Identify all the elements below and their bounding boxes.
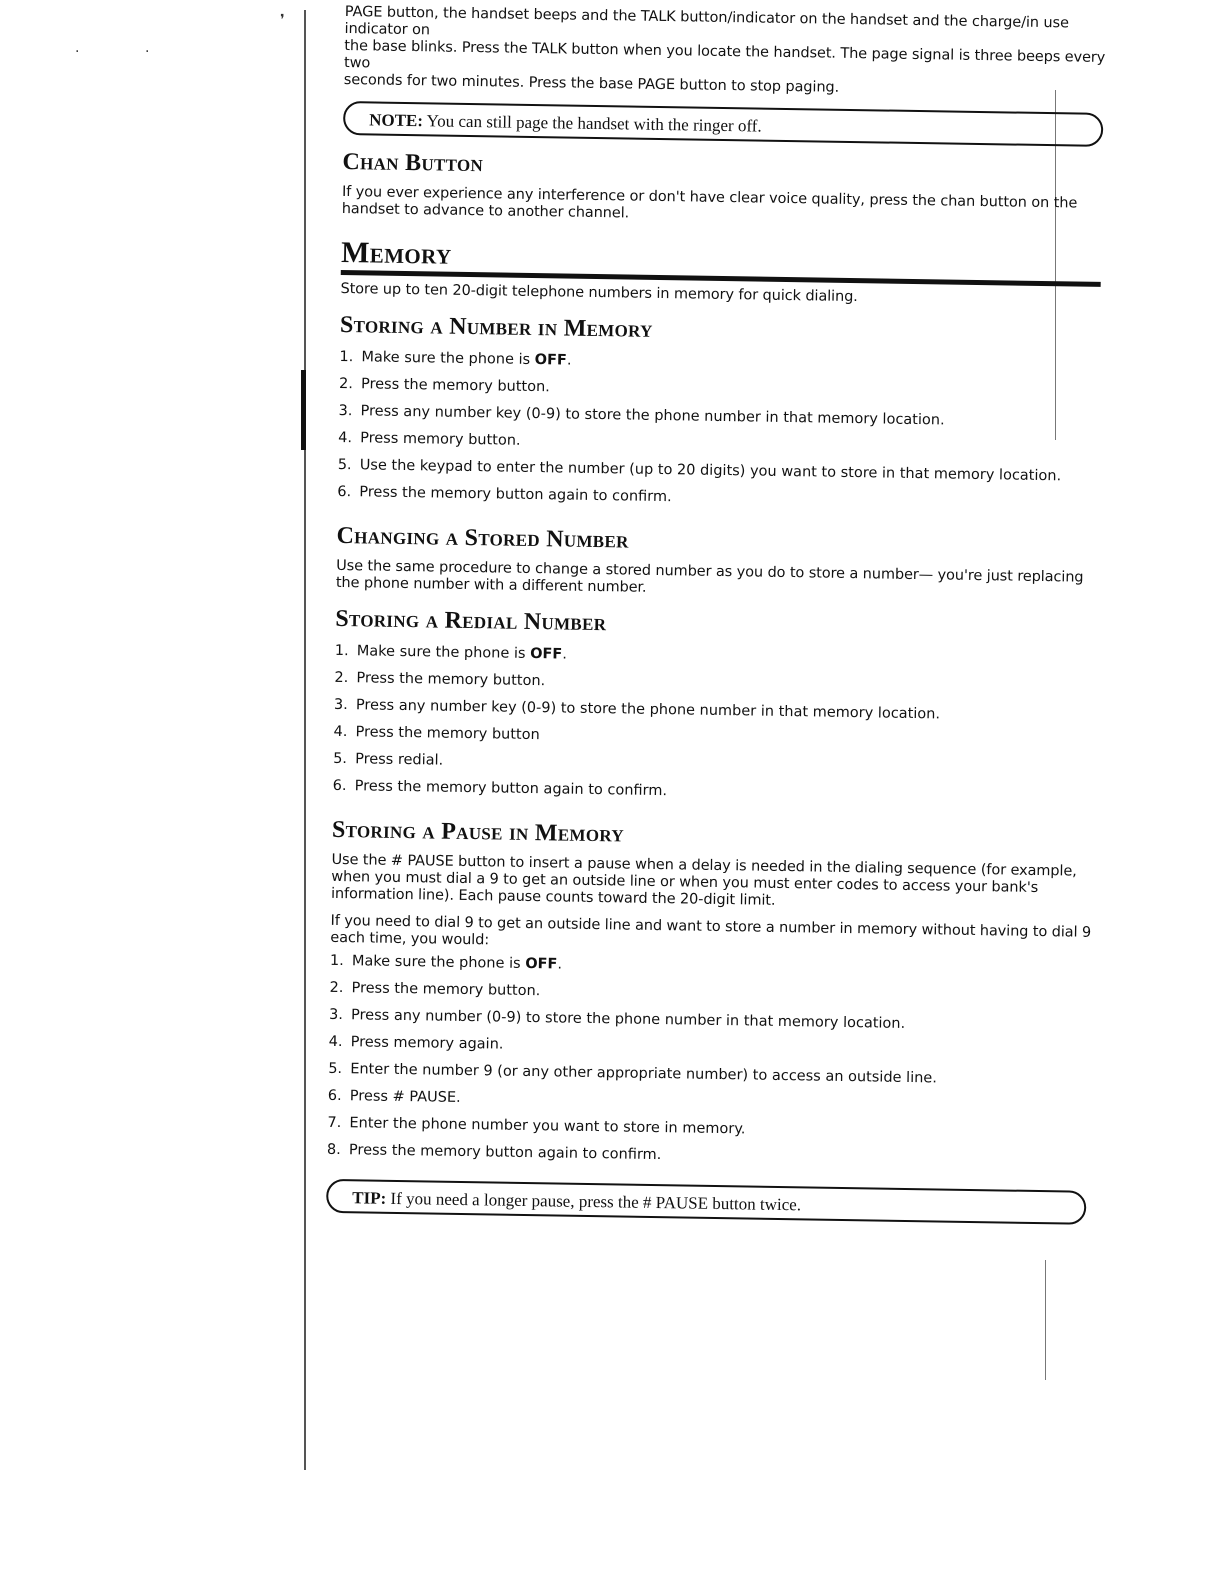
step-text: Enter the number 9 (or any other appropriate number) to access an outside line. <box>350 1061 938 1087</box>
step-text: Enter the phone number you want to store in memory. <box>349 1115 746 1138</box>
step-text: Press the memory button again to confirm. <box>354 778 668 800</box>
storing-number-steps <box>337 347 1109 521</box>
changing-number-body: Use the same procedure to change a stored number as you do to store a number— you're just replacing the phone number with a different number. <box>335 557 1084 596</box>
step-number: 3. <box>333 696 348 714</box>
step-number: 7. <box>327 1114 342 1132</box>
step-number: 5. <box>333 750 348 768</box>
step-number: 6. <box>327 1087 342 1105</box>
scan-margin-line <box>1045 1260 1046 1380</box>
step-number: 5. <box>337 456 352 474</box>
step-number: 8. <box>326 1141 341 1159</box>
step-number: 4. <box>333 723 348 741</box>
redial-number-heading: Storing a Redial Number <box>335 605 607 637</box>
pause-body-2: If you need to dial 9 to get an outside line and want to store a number in memory without having to dial 9 each time, you would: <box>330 912 1092 949</box>
tip-callout <box>326 1179 1086 1225</box>
scan-speck: ❜ <box>280 12 285 28</box>
step-text: Press the memory button again to confirm. <box>359 484 672 506</box>
memory-heading: Memory <box>340 235 452 271</box>
step-text: . <box>566 352 572 369</box>
intro-line: seconds for two minutes. Press the base PAGE button to stop paging. <box>343 71 840 96</box>
chan-button-body: If you ever experience any interference or don't have clear voice quality, press the chan button on the handset to advance to another channel. <box>341 183 1078 222</box>
step-text: . <box>562 646 567 663</box>
scan-speck: · <box>75 44 80 60</box>
step-bold: OFF <box>525 955 558 973</box>
step-text: Press # PAUSE. <box>349 1088 461 1106</box>
pause-body-1: Use the # PAUSE button to insert a pause when a delay is needed in the dialing sequence (for example, when you must dial a 9 to get an outside line or when you must enter codes to access your bank's information line). Each pause counts toward the 20-digit limit. <box>330 851 1077 909</box>
step-text: Make sure the phone is <box>361 349 535 369</box>
manual-page <box>326 4 1115 1225</box>
step-text: Press the memory button again to confirm. <box>348 1142 662 1164</box>
step-number: 2. <box>334 669 349 687</box>
step-text: Press redial. <box>355 751 444 769</box>
changing-number-heading: Changing a Stored Number <box>336 522 629 554</box>
note-label: NOTE: <box>369 110 424 131</box>
step-number: 1. <box>339 348 354 366</box>
step-bold: OFF <box>534 352 568 369</box>
note-callout <box>343 101 1103 147</box>
step-number: 1. <box>329 952 344 970</box>
step-text: Press any number key (0-9) to store the phone number in that memory location. <box>360 403 945 429</box>
step-text: Make sure the phone is <box>356 643 531 662</box>
step-text: Press the memory button. <box>360 376 550 396</box>
step-text: Press the memory button. <box>351 980 541 1000</box>
note-text: You can still page the handset with the ringer off. <box>426 111 762 136</box>
step-text: Press the memory button <box>355 724 540 744</box>
redial-number-steps <box>332 641 1104 815</box>
step-text: Press memory again. <box>350 1034 504 1053</box>
step-number: 5. <box>328 1060 343 1078</box>
step-bold: OFF <box>530 645 563 663</box>
step-number: 2. <box>338 375 353 393</box>
step-number: 3. <box>338 402 353 420</box>
intro-line: PAGE button, the handset beeps and the TALK button/indicator on the handset and the charge/in use indicator on <box>344 4 1069 39</box>
step-number: 1. <box>334 642 349 660</box>
step-text: Press memory button. <box>360 430 521 449</box>
scan-page-edge <box>304 10 306 1470</box>
step-number: 4. <box>328 1033 343 1051</box>
scan-edge-shadow <box>301 370 306 450</box>
step-text: . <box>557 956 563 973</box>
step-number: 6. <box>332 777 347 795</box>
step-text: Press any number key (0-9) to store the phone number in that memory location. <box>355 697 941 723</box>
tip-text: If you need a longer pause, press the # PAUSE button twice. <box>390 1188 802 1215</box>
memory-intro: Store up to ten 20-digit telephone numbers in memory for quick dialing. <box>340 280 858 306</box>
step-text: Use the keypad to enter the number (up to 20 digits) you want to store in that memory location. <box>359 457 1062 485</box>
step-text: Press any number (0-9) to store the phone number in that memory location. <box>350 1007 906 1032</box>
chan-button-heading: Chan Button <box>342 148 484 178</box>
step-text: Press the memory button. <box>356 670 546 690</box>
storing-number-heading: Storing a Number in Memory <box>339 311 653 343</box>
intro-line: the base blinks. Press the TALK button when you locate the handset. The page signal is three beeps every two <box>343 37 1106 72</box>
step-number: 2. <box>329 979 344 997</box>
step-number: 6. <box>337 483 352 501</box>
scan-speck: · <box>145 44 150 60</box>
step-number: 4. <box>338 429 353 447</box>
tip-label: TIP: <box>352 1188 387 1208</box>
intro-paragraph <box>344 4 1115 101</box>
step-number: 3. <box>328 1006 344 1024</box>
step-text: Make sure the phone is <box>351 953 526 972</box>
pause-memory-steps <box>327 951 1100 1179</box>
pause-memory-heading: Storing a Pause in Memory <box>331 816 625 848</box>
